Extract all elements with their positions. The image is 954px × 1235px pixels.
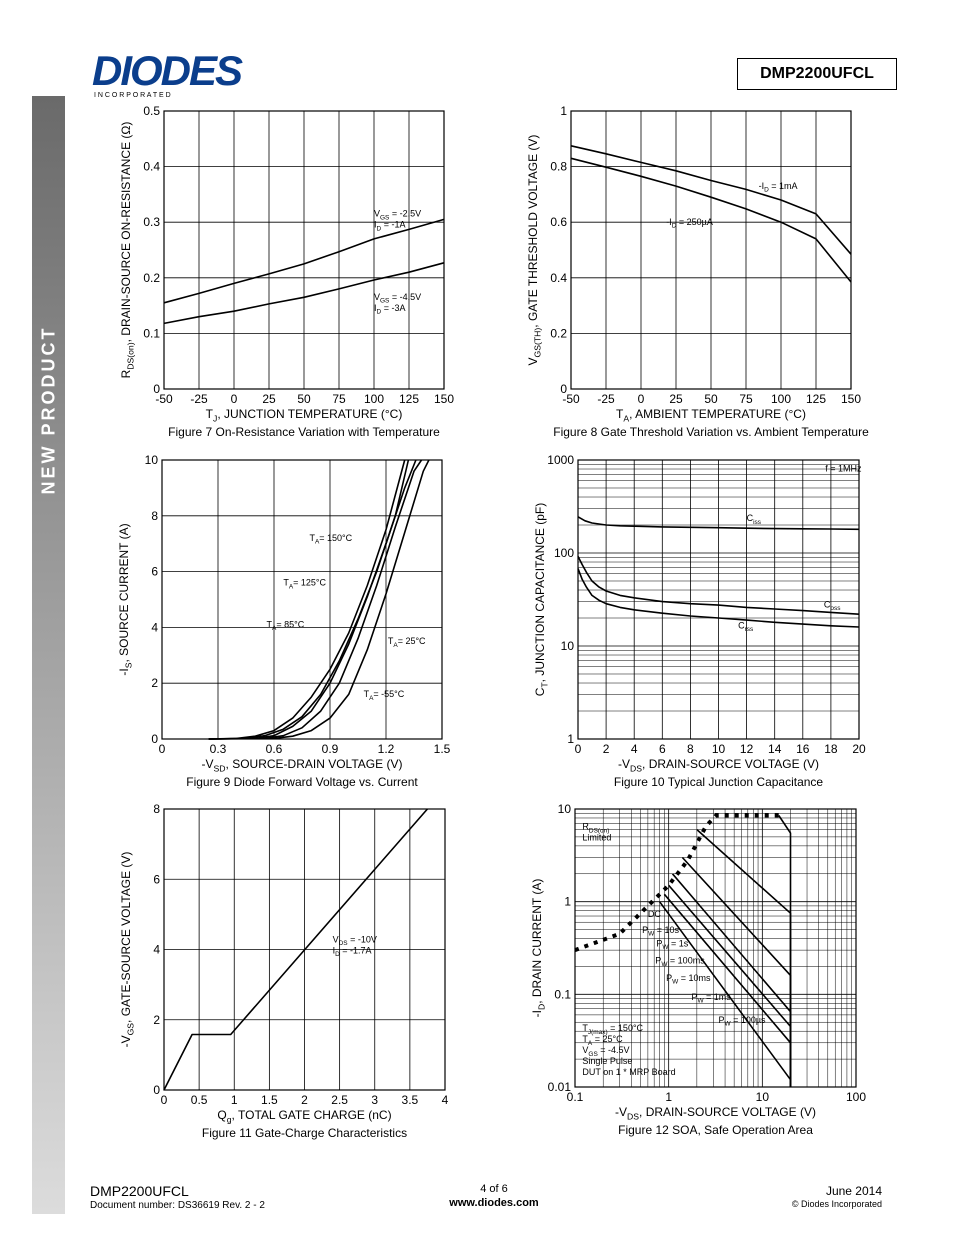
x-tick-label: -50 — [562, 392, 580, 406]
x-tick-label: 50 — [297, 392, 311, 406]
y-axis-label: $R_{DS(on)}$, DRAIN-SOURCE ON-RESISTANCE (Ω) — [119, 121, 136, 379]
annotation-label: $P_W = 100ms$ — [655, 955, 705, 969]
series-line-6 — [697, 830, 791, 1087]
annotation-label: $P_W = 1s$ — [656, 938, 689, 951]
footer-date: June 2014 — [825, 1184, 882, 1198]
y-tick-label: 1000 — [547, 453, 574, 467]
x-tick-label: 75 — [739, 392, 753, 406]
annotation-label: $P_W = 1ms$ — [691, 991, 731, 1005]
x-tick-label: 14 — [768, 742, 782, 756]
annotation-label: $V_{GS} = -4.5V$ — [374, 292, 422, 305]
annotation-label: $P_W = 10s$ — [642, 924, 679, 938]
annotation-label: $T_{J(max)} = 150^\circ C$ — [582, 1023, 644, 1036]
x-tick-label: 1 — [230, 1093, 238, 1107]
y-tick-label: 0.2 — [143, 270, 160, 285]
x-tick-label: 50 — [704, 392, 718, 406]
y-tick-label: 2 — [151, 676, 158, 691]
annotation-label: $I_D = -3A$ — [374, 303, 406, 316]
x-tick-label: 6 — [658, 742, 666, 756]
annotation-label: $T_A= -55^\circ C$ — [363, 689, 405, 702]
annotation-label: $C_{iss}$ — [746, 513, 762, 526]
y-tick-label: 10 — [557, 802, 571, 816]
fig8-chart — [526, 104, 869, 439]
x-tick-label: 3.5 — [401, 1093, 419, 1107]
annotation-label: $V_{GS} = -2.5V$ — [374, 208, 422, 222]
annotation-label: DUT on 1 * MRP Board — [582, 1067, 676, 1078]
footer-page: 4 of 6 — [480, 1183, 508, 1195]
fig12-chart — [530, 802, 866, 1137]
y-tick-label: 4 — [151, 620, 158, 635]
y-tick-label: 2 — [153, 1012, 160, 1027]
annotation-label: Single Pulse — [582, 1056, 633, 1067]
y-tick-label: 0 — [151, 732, 158, 746]
fig11-chart — [119, 802, 449, 1140]
x-axis-label: $T_J$, JUNCTION TEMPERATURE (°C) — [205, 407, 403, 424]
y-tick-label: 8 — [151, 508, 158, 523]
x-tick-label: 8 — [687, 742, 694, 756]
y-axis-label: $C_T$, JUNCTION CAPACITANCE (pF) — [533, 502, 550, 697]
x-tick-label: 10 — [711, 742, 726, 756]
annotation-label: $V_{DS} = -10V$ — [332, 934, 377, 948]
y-tick-label: 0.4 — [550, 270, 567, 285]
annotation-label: $V_{GS} = -4.5V$ — [582, 1045, 630, 1058]
footer-doc: Document number: DS36619 Rev. 2 - 2 — [90, 1200, 265, 1211]
x-tick-label: 1.5 — [261, 1093, 278, 1107]
y-tick-label: 1 — [564, 894, 571, 909]
x-tick-label: 25 — [262, 392, 276, 406]
annotation-label: $T_A= 150^\circ C$ — [309, 532, 353, 546]
x-tick-label: 125 — [398, 392, 420, 406]
y-tick-label: 0.01 — [547, 1080, 571, 1094]
x-tick-label: 20 — [852, 742, 866, 756]
y-tick-label: 8 — [153, 802, 160, 816]
y-tick-label: 0.4 — [143, 159, 160, 174]
x-axis-label: $-V_{DS}$, DRAIN-SOURCE VOLTAGE (V) — [618, 757, 819, 774]
figure-caption: Figure 9 Diode Forward Voltage vs. Current — [186, 775, 418, 789]
x-tick-label: 100 — [845, 1090, 867, 1104]
y-tick-label: 1 — [560, 104, 567, 118]
x-axis-label: $-V_{DS}$, DRAIN-SOURCE VOLTAGE (V) — [615, 1105, 816, 1122]
x-tick-label: 100 — [770, 392, 792, 406]
x-tick-label: 0.3 — [209, 742, 227, 756]
fig7-chart — [119, 104, 454, 439]
footer-copyright: © Diodes Incorporated — [791, 1199, 882, 1209]
figure-caption: Figure 7 On-Resistance Variation with Temperature — [168, 425, 440, 439]
y-axis-label: $-I_D$, DRAIN CURRENT (A) — [530, 878, 547, 1018]
x-tick-label: 4 — [441, 1093, 449, 1107]
annotation-label: $P_W = 100\mu s$ — [718, 1015, 766, 1028]
x-tick-label: 2.5 — [331, 1093, 348, 1107]
footer-part: DMP2200UFCL — [90, 1183, 189, 1199]
x-tick-label: -25 — [190, 392, 208, 406]
figure-caption: Figure 11 Gate-Charge Characteristics — [201, 1126, 408, 1140]
y-tick-label: 0 — [560, 382, 567, 396]
y-tick-label: 6 — [153, 872, 160, 887]
y-axis-label: $V_{GS(TH)}$, GATE THRESHOLD VOLTAGE (V) — [526, 134, 543, 366]
x-tick-label: 0 — [230, 392, 238, 406]
y-tick-label: 10 — [560, 639, 574, 653]
x-tick-label: -50 — [155, 392, 173, 406]
annotation-label: $C_{rss}$ — [738, 620, 754, 633]
annotation-label: $T_A = 25^\circ C$ — [582, 1034, 623, 1047]
annotation-label: $T_A= 25^\circ C$ — [387, 636, 426, 649]
y-tick-label: 1 — [567, 732, 574, 746]
annotation-label: DC — [647, 909, 661, 920]
x-axis-label: $Q_g$, TOTAL GATE CHARGE (nC) — [217, 1108, 392, 1125]
part-number: DMP2200UFCL — [760, 65, 874, 82]
logo-sub: I N C O R P O R A T E D — [94, 92, 171, 99]
y-tick-label: 4 — [153, 942, 160, 957]
fig9-chart — [117, 453, 451, 789]
y-axis-label: $-I_S$, SOURCE CURRENT (A) — [117, 523, 134, 676]
x-tick-label: 150 — [840, 392, 862, 406]
logo-main: DIODES — [92, 52, 242, 94]
x-tick-label: -25 — [597, 392, 615, 406]
x-tick-label: 125 — [805, 392, 827, 406]
annotation-label: $-I_D = 1mA$ — [758, 180, 798, 194]
figure-caption: Figure 8 Gate Threshold Variation vs. Ambient Temperature — [553, 425, 869, 439]
x-tick-label: 150 — [433, 392, 455, 406]
y-tick-label: 0.1 — [554, 987, 571, 1002]
fig10-chart — [533, 453, 866, 789]
y-tick-label: 0.6 — [550, 215, 567, 230]
x-tick-label: 0 — [637, 392, 645, 406]
x-tick-label: 0.1 — [566, 1090, 584, 1104]
annotation-label: $C_{oss}$ — [823, 599, 841, 613]
series-line-7 — [779, 816, 791, 1088]
annotation-label: $-I_D = 250\mu A$ — [666, 216, 713, 230]
x-tick-label: 0.9 — [321, 742, 339, 756]
y-tick-label: 0.2 — [550, 326, 567, 341]
annotation-label: $I_D = -1A$ — [374, 219, 406, 233]
x-tick-label: 2 — [602, 742, 610, 756]
y-tick-label: 0.5 — [143, 104, 160, 118]
y-tick-label: 6 — [151, 564, 158, 579]
x-tick-label: 16 — [796, 742, 810, 756]
annotation-label: $T_A= 125^\circ C$ — [283, 577, 327, 591]
figure-caption: Figure 12 SOA, Safe Operation Area — [618, 1123, 813, 1137]
x-tick-label: 12 — [739, 742, 754, 756]
y-tick-label: 0 — [153, 1083, 160, 1097]
figure-caption: Figure 10 Typical Junction Capacitance — [613, 775, 824, 789]
x-tick-label: 75 — [332, 392, 346, 406]
x-tick-label: 10 — [755, 1090, 770, 1104]
footer-url[interactable]: www.diodes.com — [449, 1197, 539, 1209]
y-tick-label: 0.8 — [550, 159, 567, 174]
annotation-label: $R_{DS(on)}$ — [582, 821, 610, 835]
annotation-label: Limited — [582, 832, 612, 843]
x-tick-label: 3 — [371, 1093, 379, 1107]
annotation-label: $P_W = 10ms$ — [666, 972, 711, 986]
x-tick-label: 1.2 — [377, 742, 395, 756]
annotation-label: $T_A= 85^\circ C$ — [266, 619, 305, 633]
x-tick-label: 2 — [301, 1093, 308, 1107]
y-tick-label: 10 — [144, 453, 158, 467]
x-tick-label: 1.5 — [433, 742, 451, 756]
x-tick-label: 18 — [824, 742, 838, 756]
annotation-label: f = 1MHz — [825, 463, 862, 474]
x-tick-label: 1 — [665, 1090, 673, 1104]
y-tick-label: 0.3 — [143, 215, 160, 230]
x-tick-label: 0 — [158, 742, 166, 756]
annotation-label: $I_D = -1.7A$ — [332, 945, 372, 959]
y-tick-label: 0 — [153, 382, 160, 396]
x-tick-label: 0 — [160, 1093, 168, 1107]
x-axis-label: $T_A$, AMBIENT TEMPERATURE (°C) — [616, 407, 806, 424]
x-axis-label: $-V_{SD}$, SOURCE-DRAIN VOLTAGE (V) — [201, 757, 403, 774]
x-tick-label: 100 — [363, 392, 385, 406]
x-tick-label: 0.5 — [190, 1093, 208, 1107]
x-tick-label: 4 — [630, 742, 638, 756]
x-tick-label: 0 — [574, 742, 582, 756]
x-tick-label: 0.6 — [265, 742, 283, 756]
sidebar-label: NEW PRODUCT — [38, 325, 59, 495]
y-axis-label: $-V_{GS}$, GATE-SOURCE VOLTAGE (V) — [119, 851, 136, 1048]
y-tick-label: 0.1 — [143, 326, 160, 341]
series-line-3 — [669, 885, 791, 1087]
x-tick-label: 25 — [669, 392, 683, 406]
y-tick-label: 100 — [553, 546, 574, 560]
